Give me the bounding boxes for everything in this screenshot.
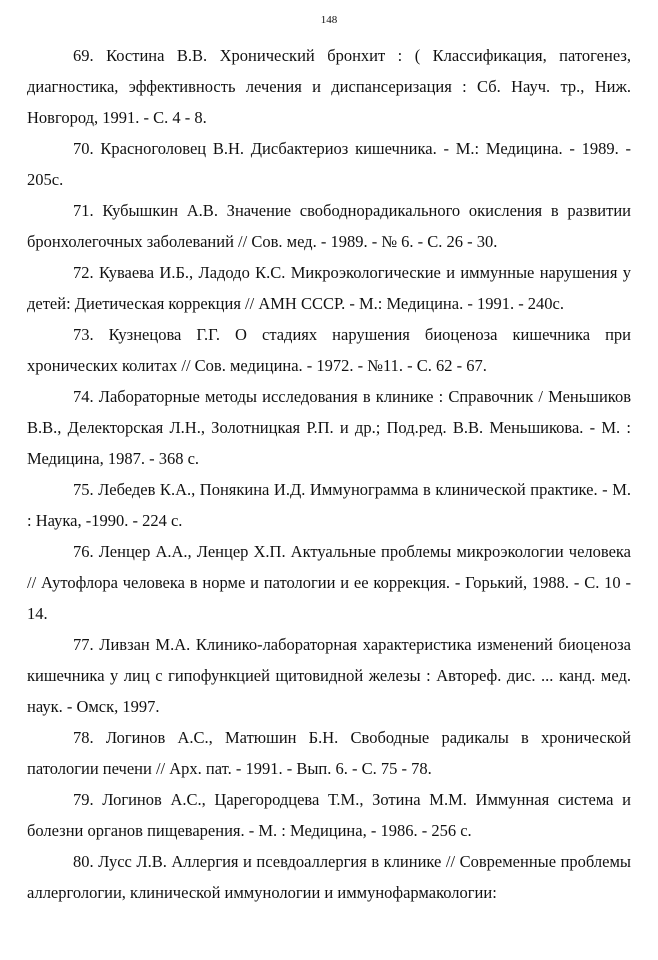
reference-entry-69: 69. Костина В.В. Хронический бронхит : ( Классификация, патогенез, диагностика, эффективность лечения и диспансеризация : Сб. Науч. тр., Ниж. Новгород, 1991. - С. 4 - 8. bbox=[27, 46, 631, 127]
reference-list bbox=[27, 40, 631, 908]
page-number: 148 bbox=[320, 14, 338, 26]
reference-entry-73: 73. Кузнецова Г.Г. О стадиях нарушения биоценоза кишечника при хронических колитах // Сов. медицина. - 1972. - №11. - С. 62 - 67. bbox=[27, 325, 631, 375]
reference-entry-75: 75. Лебедев К.А., Понякина И.Д. Иммунограмма в клинической практике. - М. : Наука, -1990. - 224 с. bbox=[27, 480, 631, 530]
reference-entry-71: 71. Кубышкин А.В. Значение свободнорадикального окисления в развитии бронхолегочных заболеваний // Сов. мед. - 1989. - № 6. - С. 26 - 30. bbox=[27, 201, 631, 251]
reference-entry-76: 76. Ленцер А.А., Ленцер Х.П. Актуальные проблемы микроэкологии человека // Аутофлора человека в норме и патологии и ее коррекция. - Горький, 1988. - С. 10 - 14. bbox=[27, 542, 631, 623]
reference-entry-70: 70. Красноголовец В.Н. Дисбактериоз кишечника. - М.: Медицина. - 1989. - 205с. bbox=[27, 139, 631, 189]
reference-entry-79: 79. Логинов А.С., Царегородцева Т.М., Зотина М.М. Иммунная система и болезни органов пищеварения. - М. : Медицина, - 1986. - 256 с. bbox=[27, 790, 631, 840]
reference-entry-78: 78. Логинов А.С., Матюшин Б.Н. Свободные радикалы в хронической патологии печени // Арх. пат. - 1991. - Вып. 6. - С. 75 - 78. bbox=[27, 728, 631, 778]
reference-entry-74: 74. Лабораторные методы исследования в клинике : Справочник / Меньшиков В.В., Делекторская Л.Н., Золотницкая Р.П. и др.; Под.ред. В.В. Меньшикова. - М. : Медицина, 1987. - 368 с. bbox=[27, 387, 631, 468]
reference-entry-72: 72. Куваева И.Б., Ладодо К.С. Микроэкологические и иммунные нарушения у детей: Диетическая коррекция // АМН СССР. - М.: Медицина. - 1991. - 240с. bbox=[27, 263, 631, 313]
reference-entry-80: 80. Лусс Л.В. Аллергия и псевдоаллергия в клинике // Современные проблемы аллергологии, клинической иммунологии и иммунофармакологии: bbox=[27, 852, 631, 902]
reference-entry-77: 77. Ливзан М.А. Клинико-лабораторная характеристика изменений биоценоза кишечника у лиц с гипофункцией щитовидной железы : Автореф. дис. ... канд. мед. наук. - Омск, 1997. bbox=[27, 635, 631, 716]
